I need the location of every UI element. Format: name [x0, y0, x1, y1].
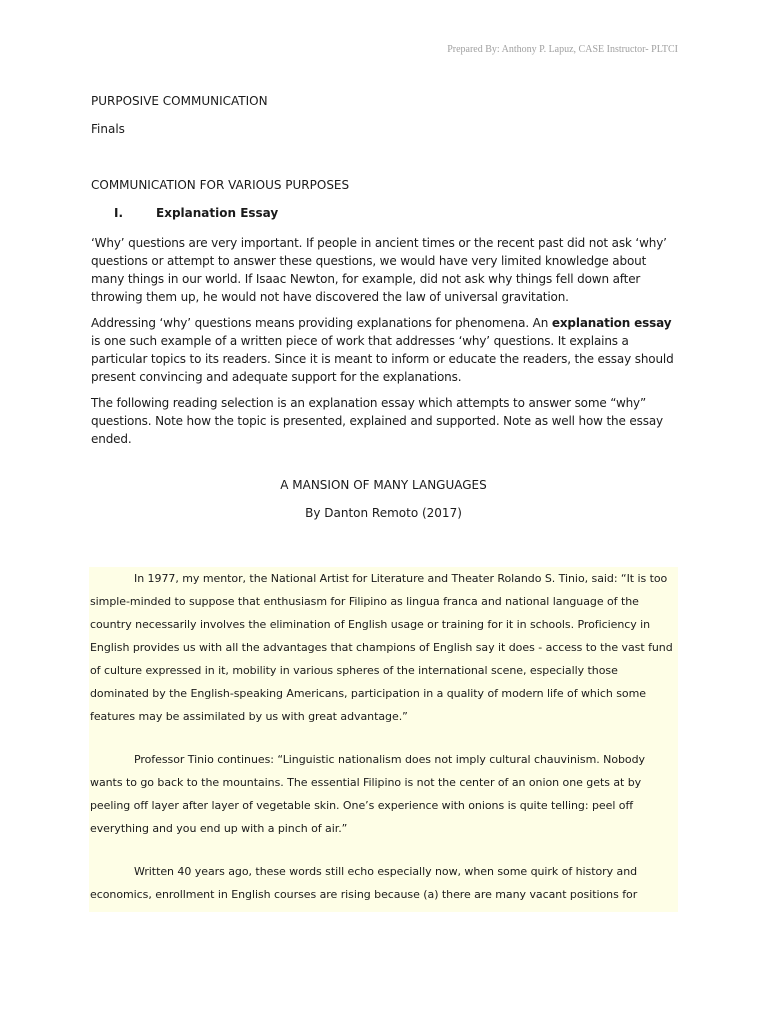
- section-title: COMMUNICATION FOR VARIOUS PURPOSES: [91, 178, 350, 192]
- term-label: Finals: [91, 122, 125, 136]
- excerpt-paragraph-2-text: Professor Tinio continues: “Linguistic nationalism does not imply cultural chauvinism. Nobody wants to go back to the mountains. The essential Filipino is not the center of an onion one gets at by peeling off layer after layer of vegetable skin. One’s experience with onions is quite telling: peel off everything and you end up with a pinch of air.”: [90, 753, 645, 835]
- p2-text-before: Addressing ‘why’ questions means providing explanations for phenomena. An: [91, 316, 552, 330]
- intro-paragraph-2: [91, 314, 676, 386]
- essay-title: A MANSION OF MANY LANGUAGES: [280, 478, 487, 492]
- prepared-by-note: Prepared By: Anthony P. Lapuz, CASE Instructor- PLTCI: [447, 44, 678, 55]
- subsection-heading: [91, 204, 676, 222]
- subsection-title: Explanation Essay: [156, 206, 279, 220]
- excerpt-paragraph-1-text: In 1977, my mentor, the National Artist for Literature and Theater Rolando S. Tinio, said: “It is too simple-minded to suppose that enthusiasm for Filipino as lingua franca and national language of the country necessarily involves the elimination of English usage or training for it in schools. Proficiency in English provides us with all the advantages that champions of English say it does - access to the vast fund of culture expressed in it, mobility in various spheres of the international scene, especially those dominated by the English-speaking Americans, participation in a quality of modern life of which some features may be assimilated by us with great advantage.”: [90, 572, 673, 723]
- p2-text-after: is one such example of a written piece of work that addresses ‘why’ questions. It explains a particular topics to its readers. Since it is meant to inform or educate the readers, the essay should present convincing and adequate support for the explanations.: [91, 334, 674, 384]
- excerpt-paragraph-3-text: Written 40 years ago, these words still echo especially now, when some quirk of history and economics, enrollment in English courses are rising because (a) there are many vacant positions for: [90, 865, 638, 901]
- intro-paragraph-3: The following reading selection is an explanation essay which attempts to answer some “why” questions. Note how the topic is presented, explained and supported. Note as well how the essay ended.: [91, 396, 664, 446]
- excerpt-paragraph-3: [89, 860, 678, 906]
- subsection-number: I.: [114, 206, 124, 220]
- essay-byline: By Danton Remoto (2017): [305, 506, 462, 520]
- excerpt-paragraph-2: [89, 748, 678, 840]
- course-title: PURPOSIVE COMMUNICATION: [91, 94, 268, 108]
- essay-excerpt: [89, 567, 678, 912]
- intro-paragraph-1: ‘Why’ questions are very important. If people in ancient times or the recent past did not ask ‘why’ questions or attempt to answer these questions, we would have very limited knowledge about many things in our world. If Isaac Newton, for example, did not ask why things fell down after throwing them up, he would not have discovered the law of universal gravitation.: [91, 236, 667, 304]
- document-body: [91, 92, 676, 540]
- p2-bold-term: explanation essay: [551, 316, 672, 330]
- excerpt-paragraph-1: [89, 567, 678, 728]
